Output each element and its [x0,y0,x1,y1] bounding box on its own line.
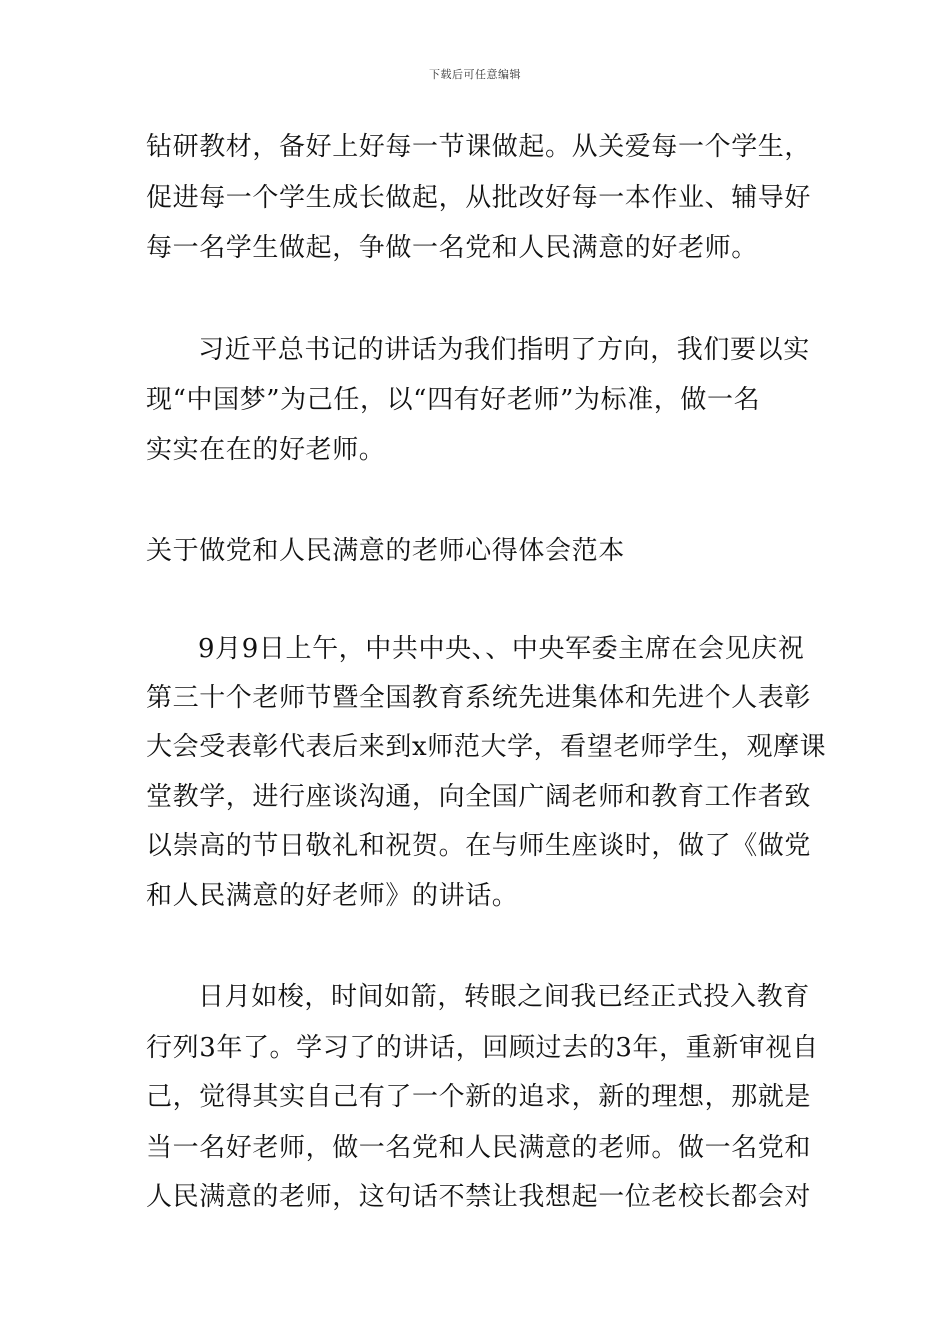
text-line: 日月如梭，时间如箭，转眼之间我已经正式投入教育 [198,982,810,1012]
text-line: 人民满意的老师，这句话不禁让我想起一位老校长都会对 [146,1182,812,1212]
text-line: 己，觉得其实自己有了一个新的追求，新的理想，那就是 [146,1082,812,1112]
text-line: 9月9日上午，中共中央、、中央军委主席在会见庆祝 [198,634,805,664]
text-line: 行列3年了。学习了的讲话，回顾过去的3年，重新审视自 [146,1033,819,1063]
text-line: 大会受表彰代表后来到x师范大学，看望老师学生，观摩课 [146,732,827,762]
text-line: 实实在在的好老师。 [146,435,386,465]
text-line: 第三十个老师节暨全国教育系统先进集体和先进个人表彰 [146,683,812,713]
text-line: 以崇高的节日敬礼和祝贺。在与师生座谈时，做了《做党 [146,831,812,861]
text-line: 堂教学，进行座谈沟通，向全国广阔老师和教育工作者致 [146,782,812,812]
section-title: 关于做党和人民满意的老师心得体会范本 [146,536,625,566]
text-line: 每一名学生做起，争做一名党和人民满意的好老师。 [146,233,758,263]
text-line: 当一名好老师，做一名党和人民满意的老师。做一名党和 [146,1133,812,1163]
text-line: 习近平总书记的讲话为我们指明了方向，我们要以实 [198,335,810,365]
text-line: 现“中国梦”为己任，以“四有好老师”为标准，做一名 [146,385,761,415]
text-line: 和人民满意的好老师》的讲话。 [146,881,519,911]
text-line: 促进每一个学生成长做起，从批改好每一本作业、辅导好 [146,183,812,213]
page-header: 下载后可任意编辑 [429,68,521,81]
text-line: 钻研教材，备好上好每一节课做起。从关爱每一个学生， [146,132,812,162]
